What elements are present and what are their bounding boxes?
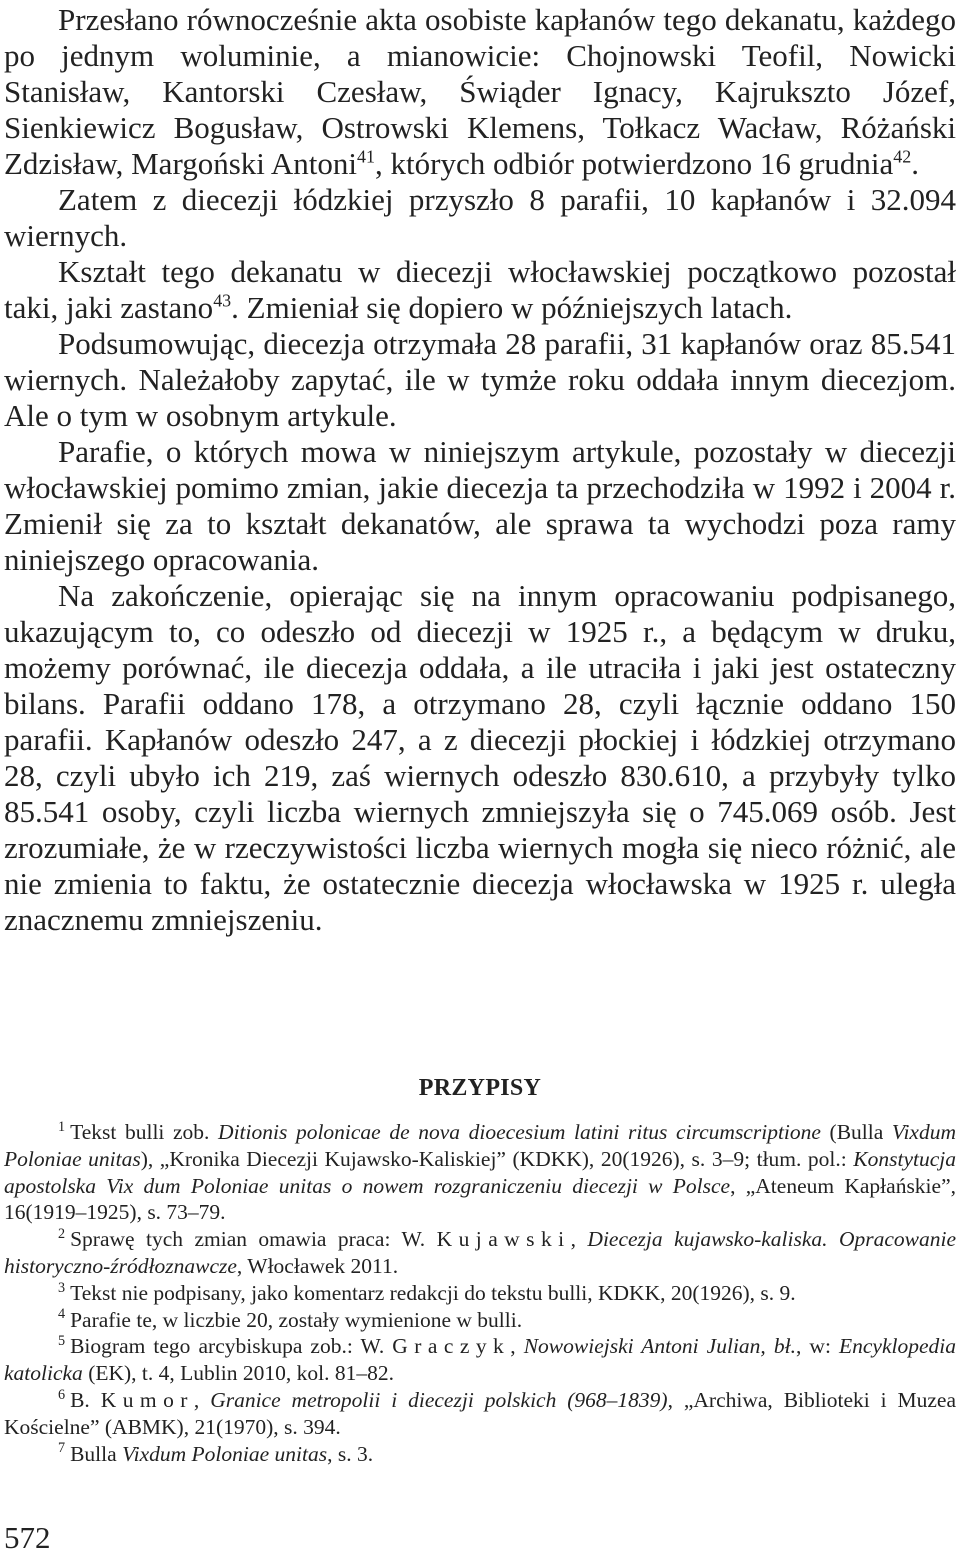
- footnote-5: $^5$ Biogram tego arcybiskupa zob.: W. Graczyk, Nowowiejski Antoni Julian, bł., w: Encyklopedia katolicka (EK), t. 4, Lublin 2010, kol. 81–82.: [4, 1333, 956, 1386]
- page: [4, 0, 956, 1466]
- paragraph-summary: Podsumowując, diecezja otrzymała 28 parafii, 31 kapłanów oraz 85.541 wiernych. Należałoby zapytać, ile w tymże roku oddała innym diecezjom. Ale o tym w osobnym artykule.: [4, 326, 956, 433]
- footnote-3: $^3$ Tekst nie podpisany, jako komentarz redakcji do tekstu bulli, KDKK, 20(1926), s. 9.: [58, 1279, 796, 1305]
- footnote-2: $^2$ Sprawę tych zmian omawia praca: W. Kujawski, Diecezja kujawsko-kaliska. Opracowanie historyczno-źródłoznawcze, Włocławek 2011.: [4, 1226, 956, 1278]
- footnote-ref-41[interactable]: 41: [357, 146, 376, 167]
- page-number: 572: [4, 1520, 51, 1555]
- paragraph-parishes: Parafie, o których mowa w niniejszym artykule, pozostały w diecezji włocławskiej pomimo zmian, jakie diecezja ta przechodziła w 1992 i 2004 r. Zmienił się za to kształt dekanatów, ale sprawa ta wychodzi poza ramy niniejszego opracowania.: [4, 434, 956, 577]
- paragraph-priests-files: Przesłano równocześnie akta osobiste kapłanów tego dekanatu, każdego po jednym woluminie, a mianowicie: Chojnowski Teofil, Nowicki Stanisław, Kantorski Czesław, Świąder Ignacy, Kajrukszto Józef, Sienkiewicz Bogusław, Ostrowski Klemens, Tołkacz Wacław, Różański Zdzisław, Margoński Antoni$^{41}$, których odbiór potwierdzono 16 grudnia$^{42}$.: [4, 2, 956, 181]
- footnote-4: $^4$ Parafie te, w liczbie 20, zostały wymienione w bulli.: [58, 1306, 523, 1332]
- footnote-ref-42[interactable]: 42: [893, 146, 912, 167]
- paragraph-deanery-shape: Kształt tego dekanatu w diecezji włocławskiej początkowo pozostał taki, jaki zastano$^{43}$. Zmieniał się dopiero w późniejszych latach.: [4, 254, 956, 325]
- main-text: [4, 2, 956, 938]
- paragraph-lodz-summary: Zatem z diecezji łódzkiej przyszło 8 parafii, 10 kapłanów i 32.094 wiernych.: [4, 182, 956, 253]
- footnote-6: $^6$ B. Kumor, Granice metropolii i diecezji polskich (968–1839), „Archiwa, Biblioteki i Muzea Kościelne” (ABMK), 21(1970), s. 394.: [4, 1386, 956, 1439]
- footnote-7: $^7$ Bulla Vixdum Poloniae unitas, s. 3.: [58, 1440, 374, 1466]
- footnotes-list: [4, 1119, 956, 1467]
- footnote-ref-43[interactable]: 43: [213, 290, 232, 311]
- footnote-1: $^1$ Tekst bulli zob. Ditionis polonicae de nova dioecesium latini ritus circumscriptione (Bulla Vixdum Poloniae unitas), „Kronika Diecezji Kujawsko-Kaliskiej” (KDKK), 20(1926), s. 3–9; tłum. pol.: Konstytucja apostolska Vix dum Poloniae unitas o nowem rozgraniczeniu diecezji w Polsce, „Ateneum Kapłańskie”, 16(1919–1925), s. 73–79.: [4, 1118, 956, 1225]
- paragraph-conclusion: Na zakończenie, opierając się na innym opracowaniu podpisanego, ukazującym to, co odeszło od diecezji w 1925 r., a będącym w druku, możemy porównać, ile diecezja oddała, a ile utraciła i jaki jest ostateczny bilans. Parafii oddano 178, a otrzymano 28, czyli łącznie oddano 150 parafii. Kapłanów odeszło 247, a z diecezji płockiej i łódzkiej otrzymano 28, czyli ubyło ich 219, zaś wiernych odeszło 830.610, a przybyły tylko 85.541 osoby, czyli liczba wiernych zmniejszyła się o 745.069 osób. Jest zrozumiałe, że w rzeczywistości liczba wiernych mogła się nieco różnić, ale nie zmienia to faktu, że ostatecznie diecezja włocławska w 1925 r. uległa znacznemu zmniejszeniu.: [4, 578, 956, 937]
- footnotes-heading: PRZYPISY: [418, 1075, 542, 1101]
